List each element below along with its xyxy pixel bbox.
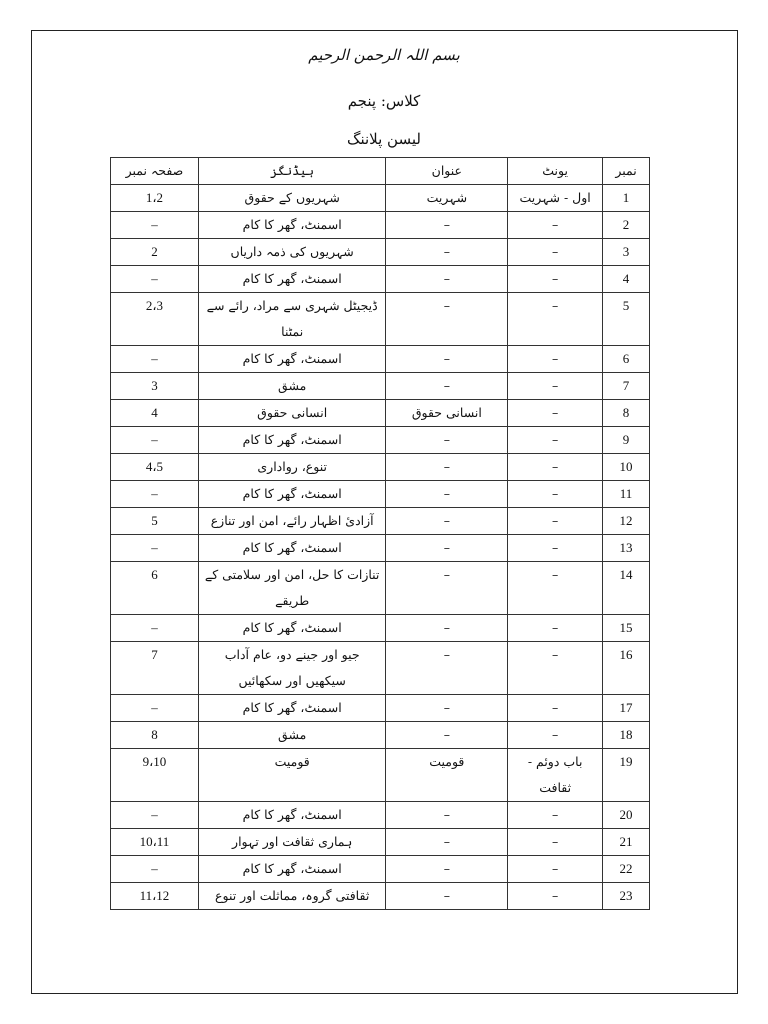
cell-topic: –	[386, 535, 508, 562]
cell-page: 9،10	[111, 749, 199, 802]
cell-num: 12	[603, 508, 650, 535]
cell-page: –	[111, 346, 199, 373]
cell-heading: اسمنٹ، گھر کا کام	[198, 802, 386, 829]
table-row	[111, 400, 650, 427]
cell-num: 23	[603, 883, 650, 910]
table-row	[111, 722, 650, 749]
cell-unit: –	[508, 454, 603, 481]
cell-heading: اسمنٹ، گھر کا کام	[198, 856, 386, 883]
cell-num: 19	[603, 749, 650, 802]
cell-num: 13	[603, 535, 650, 562]
cell-heading: شہریوں کے حقوق	[198, 185, 386, 212]
cell-topic: –	[386, 695, 508, 722]
column-header: صفحہ نمبر	[111, 158, 199, 185]
cell-topic: –	[386, 481, 508, 508]
cell-heading: اسمنٹ، گھر کا کام	[198, 481, 386, 508]
bismillah-heading: بسم اللہ الرحمن الرحیم	[308, 46, 460, 64]
cell-num: 9	[603, 427, 650, 454]
cell-page: 7	[111, 642, 199, 695]
cell-num: 3	[603, 239, 650, 266]
cell-topic: –	[386, 373, 508, 400]
cell-topic: –	[386, 856, 508, 883]
cell-num: 6	[603, 346, 650, 373]
cell-unit: –	[508, 695, 603, 722]
cell-topic: –	[386, 615, 508, 642]
table-header-row	[111, 158, 650, 185]
cell-unit: –	[508, 883, 603, 910]
cell-unit: –	[508, 856, 603, 883]
cell-page: –	[111, 427, 199, 454]
table-row	[111, 454, 650, 481]
cell-topic: –	[386, 239, 508, 266]
cell-topic: –	[386, 212, 508, 239]
cell-page: 4	[111, 400, 199, 427]
cell-num: 18	[603, 722, 650, 749]
cell-page: –	[111, 266, 199, 293]
cell-unit: –	[508, 293, 603, 346]
cell-unit: –	[508, 615, 603, 642]
column-header: نمبر	[603, 158, 650, 185]
cell-unit: –	[508, 508, 603, 535]
class-label: کلاس: پنجم	[347, 92, 421, 110]
cell-num: 16	[603, 642, 650, 695]
cell-page: –	[111, 695, 199, 722]
cell-topic: –	[386, 454, 508, 481]
cell-unit: باب دوئم - ثقافت	[508, 749, 603, 802]
cell-heading: انسانی حقوق	[198, 400, 386, 427]
table-row	[111, 695, 650, 722]
table-row	[111, 829, 650, 856]
cell-num: 22	[603, 856, 650, 883]
cell-heading: جیو اور جینے دو، عام آداب سیکھیں اور سکھائیں	[198, 642, 386, 695]
table-row	[111, 615, 650, 642]
table-row	[111, 535, 650, 562]
cell-num: 1	[603, 185, 650, 212]
cell-num: 21	[603, 829, 650, 856]
cell-num: 2	[603, 212, 650, 239]
cell-topic: –	[386, 829, 508, 856]
column-header: ہیڈنگز	[198, 158, 386, 185]
cell-topic: –	[386, 293, 508, 346]
cell-page: –	[111, 856, 199, 883]
cell-topic: –	[386, 642, 508, 695]
cell-topic: –	[386, 346, 508, 373]
cell-page: 4،5	[111, 454, 199, 481]
table-row	[111, 212, 650, 239]
cell-unit: –	[508, 562, 603, 615]
cell-page: –	[111, 212, 199, 239]
column-header: عنوان	[386, 158, 508, 185]
cell-heading: اسمنٹ، گھر کا کام	[198, 212, 386, 239]
cell-heading: اسمنٹ، گھر کا کام	[198, 535, 386, 562]
cell-unit: –	[508, 212, 603, 239]
cell-heading: ہماری ثقافت اور تہوار	[198, 829, 386, 856]
table-row	[111, 373, 650, 400]
cell-page: 2	[111, 239, 199, 266]
cell-topic: –	[386, 802, 508, 829]
cell-heading: اسمنٹ، گھر کا کام	[198, 695, 386, 722]
cell-unit: –	[508, 481, 603, 508]
cell-unit: –	[508, 346, 603, 373]
cell-num: 14	[603, 562, 650, 615]
cell-heading: ڈیجیٹل شہری سے مراد، رائے سے نمٹنا	[198, 293, 386, 346]
cell-unit: –	[508, 642, 603, 695]
cell-heading: اسمنٹ، گھر کا کام	[198, 346, 386, 373]
cell-heading: تنوع، رواداری	[198, 454, 386, 481]
lesson-plan-table	[110, 157, 650, 910]
cell-unit: –	[508, 239, 603, 266]
cell-heading: شہریوں کی ذمہ داریاں	[198, 239, 386, 266]
column-header: یونٹ	[508, 158, 603, 185]
cell-unit: –	[508, 535, 603, 562]
cell-page: 11،12	[111, 883, 199, 910]
table-row	[111, 562, 650, 615]
cell-topic: –	[386, 266, 508, 293]
cell-heading: مشق	[198, 722, 386, 749]
cell-topic: –	[386, 508, 508, 535]
cell-heading: اسمنٹ، گھر کا کام	[198, 615, 386, 642]
cell-page: 1،2	[111, 185, 199, 212]
cell-topic: –	[386, 562, 508, 615]
table-row	[111, 802, 650, 829]
cell-unit: –	[508, 266, 603, 293]
cell-unit: –	[508, 802, 603, 829]
cell-num: 5	[603, 293, 650, 346]
cell-page: 10،11	[111, 829, 199, 856]
cell-topic: –	[386, 722, 508, 749]
cell-num: 8	[603, 400, 650, 427]
cell-page: –	[111, 535, 199, 562]
cell-num: 20	[603, 802, 650, 829]
table-row	[111, 481, 650, 508]
lesson-planning-title: لیسن پلاننگ	[347, 130, 421, 148]
table-row	[111, 856, 650, 883]
table-row	[111, 266, 650, 293]
cell-page: –	[111, 481, 199, 508]
cell-heading: آزادیٔ اظہار رائے، امن اور تنازع	[198, 508, 386, 535]
cell-unit: –	[508, 373, 603, 400]
cell-unit: –	[508, 829, 603, 856]
cell-heading: اسمنٹ، گھر کا کام	[198, 427, 386, 454]
cell-topic: –	[386, 427, 508, 454]
table-row	[111, 508, 650, 535]
cell-unit: –	[508, 400, 603, 427]
cell-page: 6	[111, 562, 199, 615]
cell-page: 8	[111, 722, 199, 749]
cell-num: 7	[603, 373, 650, 400]
cell-unit: اول - شہریت	[508, 185, 603, 212]
table-row	[111, 293, 650, 346]
table-row	[111, 883, 650, 910]
cell-page: 3	[111, 373, 199, 400]
cell-unit: –	[508, 427, 603, 454]
table-row	[111, 642, 650, 695]
table-row	[111, 749, 650, 802]
table-row	[111, 346, 650, 373]
cell-unit: –	[508, 722, 603, 749]
cell-num: 4	[603, 266, 650, 293]
cell-page: –	[111, 802, 199, 829]
cell-heading: ثقافتی گروہ، مماثلت اور تنوع	[198, 883, 386, 910]
table-row	[111, 427, 650, 454]
table-row	[111, 185, 650, 212]
cell-heading: قومیت	[198, 749, 386, 802]
cell-page: –	[111, 615, 199, 642]
cell-topic: –	[386, 883, 508, 910]
cell-num: 17	[603, 695, 650, 722]
cell-topic: شہریت	[386, 185, 508, 212]
cell-heading: مشق	[198, 373, 386, 400]
cell-num: 11	[603, 481, 650, 508]
cell-topic: انسانی حقوق	[386, 400, 508, 427]
cell-page: 2،3	[111, 293, 199, 346]
cell-page: 5	[111, 508, 199, 535]
cell-topic: قومیت	[386, 749, 508, 802]
cell-heading: اسمنٹ، گھر کا کام	[198, 266, 386, 293]
cell-heading: تنازات کا حل، امن اور سلامتی کے طریقے	[198, 562, 386, 615]
table-row	[111, 239, 650, 266]
cell-num: 15	[603, 615, 650, 642]
cell-num: 10	[603, 454, 650, 481]
